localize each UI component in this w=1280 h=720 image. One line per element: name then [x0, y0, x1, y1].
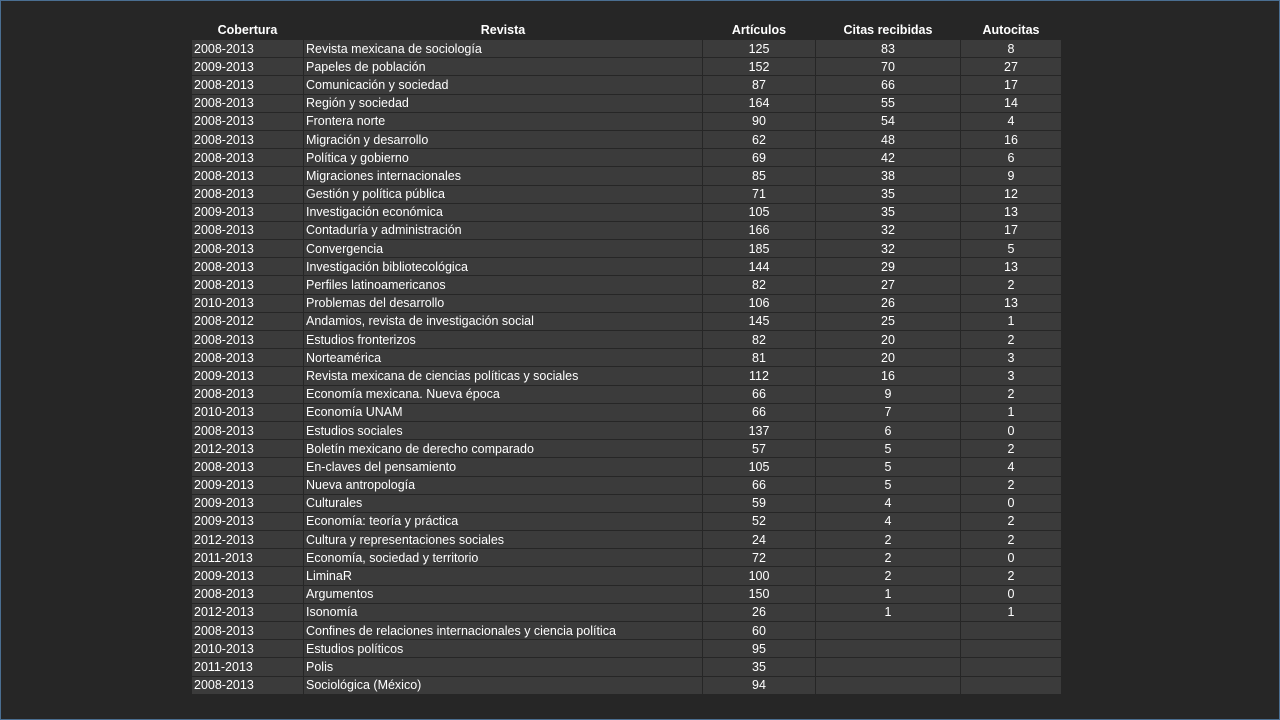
table-row	[192, 476, 1062, 494]
cell-revista: Norteamérica	[304, 349, 703, 367]
cell-revista: Economía, sociedad y territorio	[304, 549, 703, 567]
cell-autocitas: 3	[961, 367, 1062, 385]
table-row	[192, 130, 1062, 148]
cell-articulos: 185	[703, 240, 816, 258]
cell-cobertura: 2008-2013	[192, 258, 304, 276]
cell-citas-recibidas: 66	[816, 76, 961, 94]
cell-revista: Argumentos	[304, 585, 703, 603]
cell-citas-recibidas	[816, 658, 961, 676]
cell-articulos: 81	[703, 349, 816, 367]
cell-articulos: 85	[703, 167, 816, 185]
cell-citas-recibidas: 29	[816, 258, 961, 276]
cell-articulos: 164	[703, 94, 816, 112]
cell-cobertura: 2008-2013	[192, 167, 304, 185]
table-row	[192, 40, 1062, 58]
table-row	[192, 58, 1062, 76]
cell-cobertura: 2008-2013	[192, 240, 304, 258]
cell-citas-recibidas: 48	[816, 130, 961, 148]
cell-articulos: 69	[703, 149, 816, 167]
cell-citas-recibidas	[816, 676, 961, 694]
cell-citas-recibidas: 35	[816, 203, 961, 221]
cell-cobertura: 2008-2013	[192, 421, 304, 439]
cell-cobertura: 2009-2013	[192, 367, 304, 385]
cell-revista: Papeles de población	[304, 58, 703, 76]
cell-autocitas: 9	[961, 167, 1062, 185]
table-row	[192, 94, 1062, 112]
table-row	[192, 349, 1062, 367]
cell-revista: Revista mexicana de sociología	[304, 40, 703, 58]
cell-revista: Sociológica (México)	[304, 676, 703, 694]
header-revista: Revista	[304, 21, 703, 40]
header-row	[192, 21, 1062, 40]
cell-articulos: 105	[703, 203, 816, 221]
cell-autocitas: 0	[961, 494, 1062, 512]
cell-cobertura: 2008-2013	[192, 331, 304, 349]
table-row	[192, 531, 1062, 549]
cell-articulos: 152	[703, 58, 816, 76]
cell-revista: Polis	[304, 658, 703, 676]
cell-autocitas: 1	[961, 603, 1062, 621]
cell-citas-recibidas: 20	[816, 349, 961, 367]
cell-revista: Boletín mexicano de derecho comparado	[304, 440, 703, 458]
cell-articulos: 66	[703, 403, 816, 421]
cell-articulos: 26	[703, 603, 816, 621]
cell-citas-recibidas: 83	[816, 40, 961, 58]
table-row	[192, 258, 1062, 276]
cell-articulos: 87	[703, 76, 816, 94]
table-row	[192, 549, 1062, 567]
cell-citas-recibidas: 2	[816, 549, 961, 567]
cell-autocitas	[961, 622, 1062, 640]
cell-citas-recibidas: 55	[816, 94, 961, 112]
cell-revista: Región y sociedad	[304, 94, 703, 112]
cell-revista: En-claves del pensamiento	[304, 458, 703, 476]
cell-cobertura: 2012-2013	[192, 531, 304, 549]
table-row	[192, 149, 1062, 167]
table-row	[192, 658, 1062, 676]
cell-revista: Isonomía	[304, 603, 703, 621]
cell-autocitas: 2	[961, 331, 1062, 349]
table-row	[192, 367, 1062, 385]
cell-autocitas: 4	[961, 112, 1062, 130]
cell-cobertura: 2009-2013	[192, 567, 304, 585]
cell-citas-recibidas: 2	[816, 567, 961, 585]
cell-revista: Estudios políticos	[304, 640, 703, 658]
cell-cobertura: 2010-2013	[192, 640, 304, 658]
cell-citas-recibidas: 20	[816, 331, 961, 349]
cell-autocitas: 16	[961, 130, 1062, 148]
cell-articulos: 72	[703, 549, 816, 567]
cell-articulos: 125	[703, 40, 816, 58]
cell-cobertura: 2008-2013	[192, 622, 304, 640]
cell-citas-recibidas: 1	[816, 603, 961, 621]
table-row	[192, 240, 1062, 258]
cell-revista: Estudios sociales	[304, 421, 703, 439]
cell-autocitas: 6	[961, 149, 1062, 167]
cell-cobertura: 2008-2013	[192, 276, 304, 294]
cell-revista: Perfiles latinoamericanos	[304, 276, 703, 294]
cell-cobertura: 2009-2013	[192, 58, 304, 76]
cell-cobertura: 2008-2013	[192, 94, 304, 112]
cell-autocitas: 1	[961, 403, 1062, 421]
cell-autocitas: 0	[961, 585, 1062, 603]
table-row	[192, 440, 1062, 458]
cell-articulos: 166	[703, 221, 816, 239]
cell-cobertura: 2009-2013	[192, 476, 304, 494]
table-row	[192, 312, 1062, 330]
table-row	[192, 403, 1062, 421]
cell-cobertura: 2009-2013	[192, 494, 304, 512]
cell-revista: Convergencia	[304, 240, 703, 258]
cell-revista: Investigación económica	[304, 203, 703, 221]
header-citas-recibidas: Citas recibidas	[816, 21, 961, 40]
cell-autocitas: 12	[961, 185, 1062, 203]
cell-articulos: 144	[703, 258, 816, 276]
cell-autocitas: 3	[961, 349, 1062, 367]
cell-articulos: 24	[703, 531, 816, 549]
cell-articulos: 106	[703, 294, 816, 312]
cell-revista: Problemas del desarrollo	[304, 294, 703, 312]
cell-autocitas	[961, 640, 1062, 658]
cell-autocitas: 2	[961, 440, 1062, 458]
table-row	[192, 167, 1062, 185]
cell-articulos: 145	[703, 312, 816, 330]
cell-citas-recibidas: 4	[816, 512, 961, 530]
cell-autocitas: 27	[961, 58, 1062, 76]
cell-autocitas: 2	[961, 531, 1062, 549]
cell-articulos: 82	[703, 276, 816, 294]
cell-citas-recibidas: 25	[816, 312, 961, 330]
table-row	[192, 276, 1062, 294]
cell-citas-recibidas: 6	[816, 421, 961, 439]
cell-cobertura: 2011-2013	[192, 549, 304, 567]
cell-revista: Estudios fronterizos	[304, 331, 703, 349]
cell-citas-recibidas: 35	[816, 185, 961, 203]
cell-revista: Cultura y representaciones sociales	[304, 531, 703, 549]
table-row	[192, 185, 1062, 203]
cell-cobertura: 2010-2013	[192, 403, 304, 421]
cell-citas-recibidas: 26	[816, 294, 961, 312]
cell-citas-recibidas: 7	[816, 403, 961, 421]
cell-cobertura: 2008-2013	[192, 130, 304, 148]
table-row	[192, 294, 1062, 312]
cell-articulos: 137	[703, 421, 816, 439]
cell-articulos: 59	[703, 494, 816, 512]
cell-citas-recibidas	[816, 640, 961, 658]
cell-revista: Comunicación y sociedad	[304, 76, 703, 94]
cell-cobertura: 2008-2013	[192, 676, 304, 694]
cell-articulos: 112	[703, 367, 816, 385]
cell-cobertura: 2008-2013	[192, 585, 304, 603]
cell-revista: Revista mexicana de ciencias políticas y sociales	[304, 367, 703, 385]
cell-articulos: 150	[703, 585, 816, 603]
table-row	[192, 421, 1062, 439]
cell-articulos: 71	[703, 185, 816, 203]
cell-revista: Economía: teoría y práctica	[304, 512, 703, 530]
table-row	[192, 331, 1062, 349]
cell-cobertura: 2009-2013	[192, 512, 304, 530]
cell-revista: Economía UNAM	[304, 403, 703, 421]
cell-autocitas: 14	[961, 94, 1062, 112]
table-row	[192, 458, 1062, 476]
cell-articulos: 82	[703, 331, 816, 349]
cell-cobertura: 2008-2013	[192, 185, 304, 203]
table-row	[192, 567, 1062, 585]
table-row	[192, 603, 1062, 621]
table-row	[192, 494, 1062, 512]
cell-citas-recibidas: 70	[816, 58, 961, 76]
cell-revista: Andamios, revista de investigación social	[304, 312, 703, 330]
cell-citas-recibidas: 5	[816, 476, 961, 494]
cell-autocitas: 1	[961, 312, 1062, 330]
table-body	[192, 40, 1062, 695]
cell-articulos: 66	[703, 385, 816, 403]
cell-cobertura: 2012-2013	[192, 440, 304, 458]
cell-articulos: 94	[703, 676, 816, 694]
cell-autocitas: 8	[961, 40, 1062, 58]
cell-autocitas	[961, 676, 1062, 694]
cell-autocitas: 2	[961, 276, 1062, 294]
cell-citas-recibidas: 38	[816, 167, 961, 185]
cell-articulos: 52	[703, 512, 816, 530]
table-row	[192, 385, 1062, 403]
cell-autocitas: 2	[961, 512, 1062, 530]
journals-table	[191, 21, 1062, 695]
cell-citas-recibidas: 5	[816, 458, 961, 476]
table-row	[192, 585, 1062, 603]
cell-revista: Contaduría y administración	[304, 221, 703, 239]
cell-cobertura: 2008-2013	[192, 76, 304, 94]
cell-revista: Culturales	[304, 494, 703, 512]
table-row	[192, 676, 1062, 694]
cell-autocitas: 2	[961, 385, 1062, 403]
cell-cobertura: 2009-2013	[192, 203, 304, 221]
cell-articulos: 62	[703, 130, 816, 148]
cell-revista: Investigación bibliotecológica	[304, 258, 703, 276]
cell-citas-recibidas: 32	[816, 240, 961, 258]
cell-revista: Migración y desarrollo	[304, 130, 703, 148]
cell-cobertura: 2012-2013	[192, 603, 304, 621]
cell-cobertura: 2008-2013	[192, 40, 304, 58]
cell-autocitas: 13	[961, 294, 1062, 312]
cell-articulos: 100	[703, 567, 816, 585]
cell-cobertura: 2008-2013	[192, 385, 304, 403]
cell-cobertura: 2008-2013	[192, 349, 304, 367]
table-row	[192, 640, 1062, 658]
cell-cobertura: 2008-2012	[192, 312, 304, 330]
cell-citas-recibidas: 54	[816, 112, 961, 130]
cell-revista: Nueva antropología	[304, 476, 703, 494]
table-row	[192, 76, 1062, 94]
cell-revista: Economía mexicana. Nueva época	[304, 385, 703, 403]
cell-autocitas: 13	[961, 203, 1062, 221]
cell-cobertura: 2010-2013	[192, 294, 304, 312]
cell-citas-recibidas: 32	[816, 221, 961, 239]
cell-cobertura: 2008-2013	[192, 149, 304, 167]
cell-autocitas: 2	[961, 567, 1062, 585]
table-row	[192, 203, 1062, 221]
cell-citas-recibidas: 9	[816, 385, 961, 403]
cell-autocitas: 4	[961, 458, 1062, 476]
cell-citas-recibidas: 27	[816, 276, 961, 294]
cell-autocitas: 13	[961, 258, 1062, 276]
cell-articulos: 35	[703, 658, 816, 676]
cell-citas-recibidas: 16	[816, 367, 961, 385]
cell-citas-recibidas: 2	[816, 531, 961, 549]
table-row	[192, 112, 1062, 130]
cell-revista: LiminaR	[304, 567, 703, 585]
cell-revista: Política y gobierno	[304, 149, 703, 167]
cell-articulos: 66	[703, 476, 816, 494]
cell-autocitas: 5	[961, 240, 1062, 258]
cell-cobertura: 2008-2013	[192, 221, 304, 239]
cell-citas-recibidas: 5	[816, 440, 961, 458]
table-row	[192, 512, 1062, 530]
header-articulos: Artículos	[703, 21, 816, 40]
cell-revista: Gestión y política pública	[304, 185, 703, 203]
cell-autocitas: 0	[961, 421, 1062, 439]
cell-autocitas: 17	[961, 221, 1062, 239]
table-row	[192, 221, 1062, 239]
cell-cobertura: 2008-2013	[192, 458, 304, 476]
cell-autocitas: 2	[961, 476, 1062, 494]
cell-revista: Migraciones internacionales	[304, 167, 703, 185]
table-row	[192, 622, 1062, 640]
cell-revista: Confines de relaciones internacionales y ciencia política	[304, 622, 703, 640]
cell-articulos: 60	[703, 622, 816, 640]
cell-cobertura: 2008-2013	[192, 112, 304, 130]
cell-citas-recibidas: 4	[816, 494, 961, 512]
cell-articulos: 95	[703, 640, 816, 658]
cell-citas-recibidas	[816, 622, 961, 640]
cell-cobertura: 2011-2013	[192, 658, 304, 676]
cell-autocitas	[961, 658, 1062, 676]
cell-articulos: 57	[703, 440, 816, 458]
cell-revista: Frontera norte	[304, 112, 703, 130]
cell-autocitas: 0	[961, 549, 1062, 567]
cell-autocitas: 17	[961, 76, 1062, 94]
cell-citas-recibidas: 1	[816, 585, 961, 603]
cell-citas-recibidas: 42	[816, 149, 961, 167]
header-cobertura: Cobertura	[192, 21, 304, 40]
cell-articulos: 90	[703, 112, 816, 130]
header-autocitas: Autocitas	[961, 21, 1062, 40]
cell-articulos: 105	[703, 458, 816, 476]
